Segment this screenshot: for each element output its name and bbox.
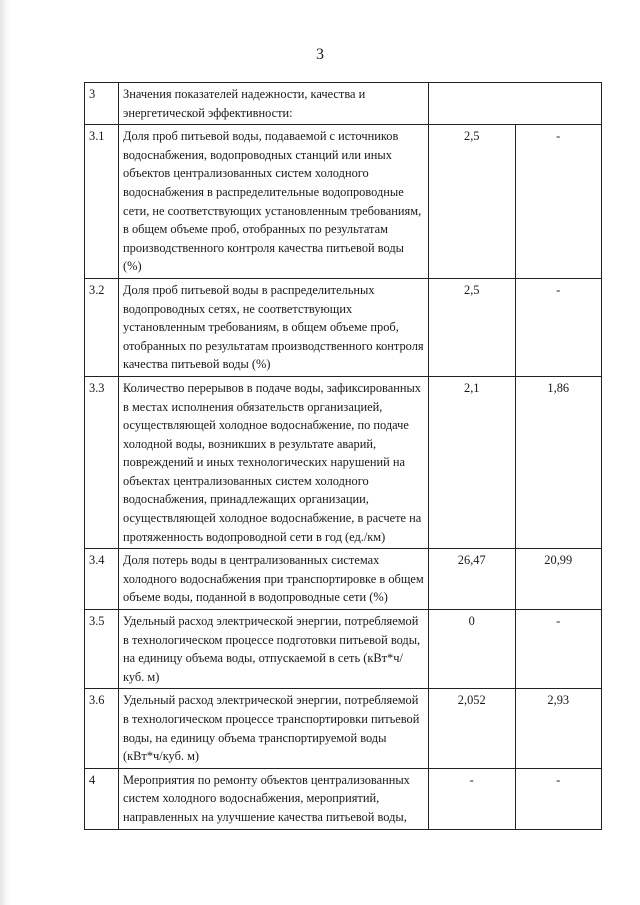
row-description: Доля проб питьевой воды в распределительных водопроводных сетях, не соответствующих установленным требованиям, в общем объеме проб, отобранных по результатам производственного контроля качества питьевой воды (%) (119, 278, 429, 376)
indicators-table (84, 82, 602, 830)
row-value-target: - (515, 125, 602, 279)
row-number: 3 (85, 83, 119, 125)
row-number: 3.1 (85, 125, 119, 279)
row-description: Удельный расход электрической энергии, потребляемой в технологическом процессе транспортировки питьевой воды, на единицу объема транспортируемой воды (кВт*ч/куб. м) (119, 689, 429, 768)
row-value-base: 2,5 (429, 278, 516, 376)
table-row (85, 83, 602, 125)
row-value-base: 0 (429, 610, 516, 689)
row-value-merged (429, 83, 602, 125)
row-number: 3.2 (85, 278, 119, 376)
row-number: 3.3 (85, 376, 119, 548)
row-number: 3.6 (85, 689, 119, 768)
row-description: Мероприятия по ремонту объектов централизованных систем холодного водоснабжения, мероприятий, направленных на улучшение качества питьевой воды, (119, 768, 429, 829)
row-value-target: 2,93 (515, 689, 602, 768)
row-value-target: - (515, 768, 602, 829)
row-value-base: 2,5 (429, 125, 516, 279)
table-row (85, 278, 602, 376)
row-value-target: - (515, 278, 602, 376)
table-row (85, 549, 602, 610)
row-value-target: 1,86 (515, 376, 602, 548)
table-row (85, 610, 602, 689)
row-value-target: - (515, 610, 602, 689)
table-row (85, 768, 602, 829)
row-value-base: 2,052 (429, 689, 516, 768)
row-description: Удельный расход электрической энергии, потребляемой в технологическом процессе подготовки питьевой воды, на единицу объема воды, отпускаемой в сеть (кВт*ч/куб. м) (119, 610, 429, 689)
table-row (85, 689, 602, 768)
table-row (85, 125, 602, 279)
row-number: 3.4 (85, 549, 119, 610)
row-number: 3.5 (85, 610, 119, 689)
row-value-base: 26,47 (429, 549, 516, 610)
row-description: Значения показателей надежности, качества и энергетической эффективности: (119, 83, 429, 125)
table-row (85, 376, 602, 548)
row-number: 4 (85, 768, 119, 829)
row-description: Доля проб питьевой воды, подаваемой с источников водоснабжения, водопроводных станций или иных объектов централизованных систем холодного водоснабжения в распределительные водопроводные сети, не соответствующих установленным требованиям, в общем объеме проб, отобранных по результатам производственного контроля качества питьевой воды (%) (119, 125, 429, 279)
scanned-page-edge (0, 0, 10, 905)
row-description: Доля потерь воды в централизованных системах холодного водоснабжения при транспортировке в общем объеме воды, поданной в водопроводные сети (%) (119, 549, 429, 610)
row-value-base: - (429, 768, 516, 829)
row-value-base: 2,1 (429, 376, 516, 548)
page-number: 3 (316, 46, 324, 63)
row-value-target: 20,99 (515, 549, 602, 610)
row-description: Количество перерывов в подаче воды, зафиксированных в местах исполнения обязательств организацией, осуществляющей холодное водоснабжение, по подаче холодной воды, возникших в результате аварий, повреждений и иных технологических нарушений на объектах централизованных систем холодного водоснабжения, принадлежащих организации, осуществляющей холодное водоснабжение, в расчете на протяженность водопроводной сети в год (ед./км) (119, 376, 429, 548)
